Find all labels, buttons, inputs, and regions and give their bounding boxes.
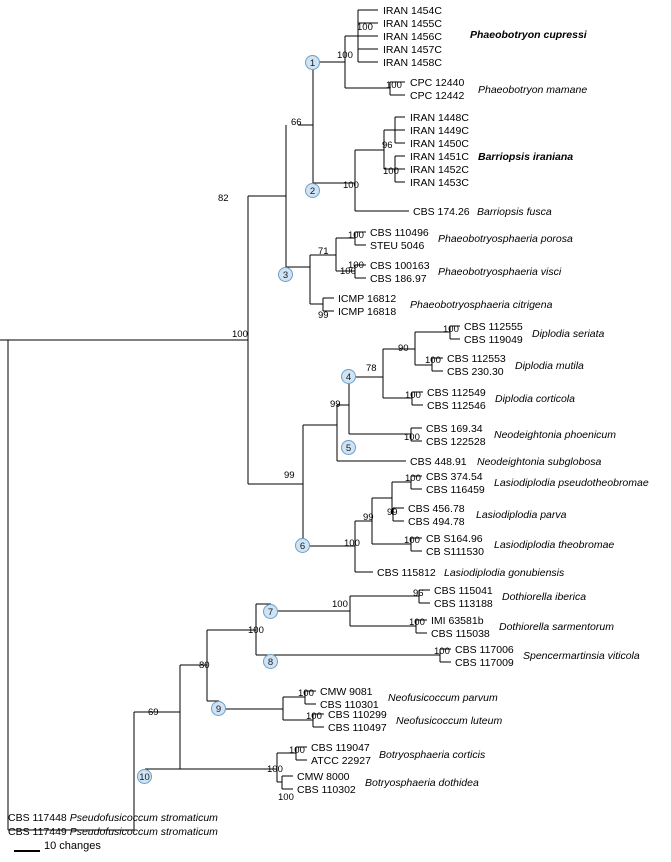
strain-label-21: CBS 119049: [464, 334, 523, 346]
strain-label-22: CBS 112553: [447, 353, 506, 365]
bootstrap-value-21: 99: [284, 470, 295, 481]
tree-node-1[interactable]: 1: [305, 55, 320, 70]
species-label-3: Barriopsis fusca: [477, 206, 552, 218]
bootstrap-value-11: 100: [348, 260, 364, 271]
tree-node-6[interactable]: 6: [295, 538, 310, 553]
strain-label-30: CBS 116459: [426, 484, 485, 496]
bootstrap-value-2: 100: [386, 80, 402, 91]
tree-node-10[interactable]: 10: [137, 769, 152, 784]
tree-node-2[interactable]: 2: [305, 183, 320, 198]
bootstrap-value-31: 100: [434, 646, 450, 657]
strain-label-19: ICMP 16818: [338, 306, 397, 318]
outgroup-strain-0: CBS 117448: [8, 812, 70, 824]
strain-label-47: ATCC 22927: [311, 755, 371, 767]
species-label-6: Phaeobotryosphaeria citrigena: [410, 299, 553, 311]
strain-label-0: IRAN 1454C: [383, 5, 442, 17]
strain-label-31: CBS 456.78: [408, 503, 465, 515]
bootstrap-value-15: 90: [398, 343, 409, 354]
strain-label-7: IRAN 1448C: [410, 112, 469, 124]
strain-label-10: IRAN 1451C: [410, 151, 469, 163]
strain-label-13: CBS 174.26: [413, 206, 470, 218]
species-label-14: Lasiodiplodia theobromae: [494, 539, 615, 551]
species-label-1: Phaeobotryon mamane: [478, 84, 588, 96]
tree-node-3[interactable]: 3: [278, 267, 293, 282]
tree-node-7[interactable]: 7: [263, 604, 278, 619]
bootstrap-value-34: 100: [306, 711, 322, 722]
species-label-19: Neofusicoccum parvum: [388, 692, 498, 704]
bootstrap-value-6: 100: [343, 180, 359, 191]
strain-label-3: IRAN 1457C: [383, 44, 442, 56]
strain-label-12: IRAN 1453C: [410, 177, 469, 189]
strain-label-46: CBS 119047: [311, 742, 370, 754]
species-label-21: Botryosphaeria corticis: [379, 749, 486, 761]
outgroup-row-0: [8, 812, 218, 825]
tree-node-8[interactable]: 8: [263, 654, 278, 669]
tree-node-9[interactable]: 9: [211, 701, 226, 716]
strain-label-2: IRAN 1456C: [383, 31, 442, 43]
bootstrap-value-36: 100: [289, 745, 305, 756]
bootstrap-value-16: 100: [425, 355, 441, 366]
strain-label-1: IRAN 1455C: [383, 18, 442, 30]
strain-label-26: CBS 169.34: [426, 423, 483, 435]
bootstrap-value-14: 100: [443, 324, 459, 335]
bootstrap-value-1: 100: [337, 50, 353, 61]
species-label-18: Spencermartinsia viticola: [523, 650, 640, 662]
bootstrap-value-33: 100: [298, 688, 314, 699]
strain-label-33: CB S164.96: [426, 533, 483, 545]
scale-bar-label: 10 changes: [44, 840, 101, 852]
species-label-13: Lasiodiplodia parva: [476, 509, 567, 521]
strain-label-23: CBS 230.30: [447, 366, 504, 378]
species-label-4: Phaeobotryosphaeria porosa: [438, 233, 573, 245]
strain-label-17: CBS 186.97: [370, 273, 427, 285]
species-label-16: Dothiorella iberica: [502, 591, 587, 603]
bootstrap-value-37: 100: [267, 764, 283, 775]
strain-label-44: CBS 110299: [328, 709, 387, 721]
outgroup-strain-1: CBS 117449: [8, 826, 70, 838]
bootstrap-value-23: 99: [387, 507, 398, 518]
bootstrap-value-9: 71: [318, 246, 329, 257]
bootstrap-value-38: 100: [278, 792, 294, 803]
strain-label-9: IRAN 1450C: [410, 138, 469, 150]
bootstrap-value-18: 99: [330, 399, 341, 410]
bootstrap-value-5: 100: [383, 166, 399, 177]
strain-label-41: CBS 117009: [455, 657, 514, 669]
strain-label-42: CMW 9081: [320, 686, 373, 698]
outgroup-row-1: [8, 826, 218, 839]
species-label-11: Neodeightonia subglobosa: [477, 456, 602, 468]
strain-label-20: CBS 112555: [464, 321, 523, 333]
species-label-20: Neofusicoccum luteum: [396, 715, 503, 727]
species-label-17: Dothiorella sarmentorum: [499, 621, 614, 633]
strain-label-49: CBS 110302: [297, 784, 356, 796]
strain-label-11: IRAN 1452C: [410, 164, 469, 176]
bootstrap-value-28: 100: [332, 599, 348, 610]
strain-label-38: IMI 63581b: [431, 615, 484, 627]
strain-label-32: CBS 494.78: [408, 516, 465, 528]
species-label-8: Diplodia mutila: [515, 360, 584, 372]
species-label-2: Barriopsis iraniana: [478, 151, 574, 163]
strain-label-29: CBS 374.54: [426, 471, 483, 483]
strain-label-39: CBS 115038: [431, 628, 490, 640]
strain-label-37: CBS 113188: [434, 598, 493, 610]
strain-label-16: CBS 100163: [370, 260, 430, 272]
species-label-10: Neodeightonia phoenicum: [494, 429, 617, 441]
bootstrap-value-0: 100: [357, 22, 373, 33]
bootstrap-value-24: 99: [363, 512, 374, 523]
strain-label-43: CBS 110301: [320, 699, 379, 711]
species-label-9: Diplodia corticola: [495, 393, 575, 405]
bootstrap-value-4: 96: [382, 140, 393, 151]
strain-label-15: STEU 5046: [370, 240, 425, 252]
strain-label-24: CBS 112549: [427, 387, 486, 399]
strain-label-8: IRAN 1449C: [410, 125, 469, 137]
outgroup-species-1: Pseudofusicoccum stromaticum: [69, 826, 218, 838]
bootstrap-value-10: 100: [340, 266, 356, 277]
tree-node-4[interactable]: 4: [341, 369, 356, 384]
bootstrap-value-25: 100: [404, 535, 420, 546]
strain-label-6: CPC 12442: [410, 90, 465, 102]
strain-label-4: IRAN 1458C: [383, 57, 442, 69]
bootstrap-value-20: 100: [404, 432, 420, 443]
strain-label-25: CBS 112546: [427, 400, 486, 412]
strain-label-48: CMW 8000: [297, 771, 350, 783]
bootstrap-value-13: 100: [232, 329, 248, 340]
strain-label-36: CBS 115041: [434, 585, 493, 597]
bootstrap-value-26: 100: [344, 538, 360, 549]
strain-label-27: CBS 122528: [426, 436, 486, 448]
strain-label-28: CBS 448.91: [410, 456, 467, 468]
strain-label-5: CPC 12440: [410, 77, 465, 89]
species-label-5: Phaeobotryosphaeria visci: [438, 266, 562, 278]
species-label-12: Lasiodiplodia pseudotheobromae: [494, 477, 649, 489]
outgroup-species-0: Pseudofusicoccum stromaticum: [69, 812, 218, 824]
tree-node-5[interactable]: 5: [341, 440, 356, 455]
bootstrap-value-29: 100: [409, 617, 425, 628]
strain-label-18: ICMP 16812: [338, 293, 397, 305]
bootstrap-value-8: 100: [348, 230, 364, 241]
strain-label-40: CBS 117006: [455, 644, 514, 656]
bootstrap-value-17: 78: [366, 363, 377, 374]
strain-label-35: CBS 115812: [377, 567, 436, 579]
species-label-0: Phaeobotryon cupressi: [470, 29, 587, 41]
bootstrap-value-3: 66: [291, 117, 302, 128]
species-label-7: Diplodia seriata: [532, 328, 605, 340]
bootstrap-value-7: 82: [218, 193, 229, 204]
bootstrap-value-19: 100: [405, 390, 421, 401]
strain-label-34: CB S111530: [426, 546, 484, 558]
strain-label-45: CBS 110497: [328, 722, 387, 734]
bootstrap-value-22: 100: [405, 473, 421, 484]
strain-label-14: CBS 110496: [370, 227, 429, 239]
bootstrap-value-12: 99: [318, 310, 329, 321]
species-label-15: Lasiodiplodia gonubiensis: [444, 567, 565, 579]
species-label-22: Botryosphaeria dothidea: [365, 777, 479, 789]
bootstrap-value-30: 100: [248, 625, 264, 636]
bootstrap-value-32: 80: [199, 660, 210, 671]
bootstrap-value-27: 96: [413, 588, 424, 599]
bootstrap-value-35: 69: [148, 707, 159, 718]
